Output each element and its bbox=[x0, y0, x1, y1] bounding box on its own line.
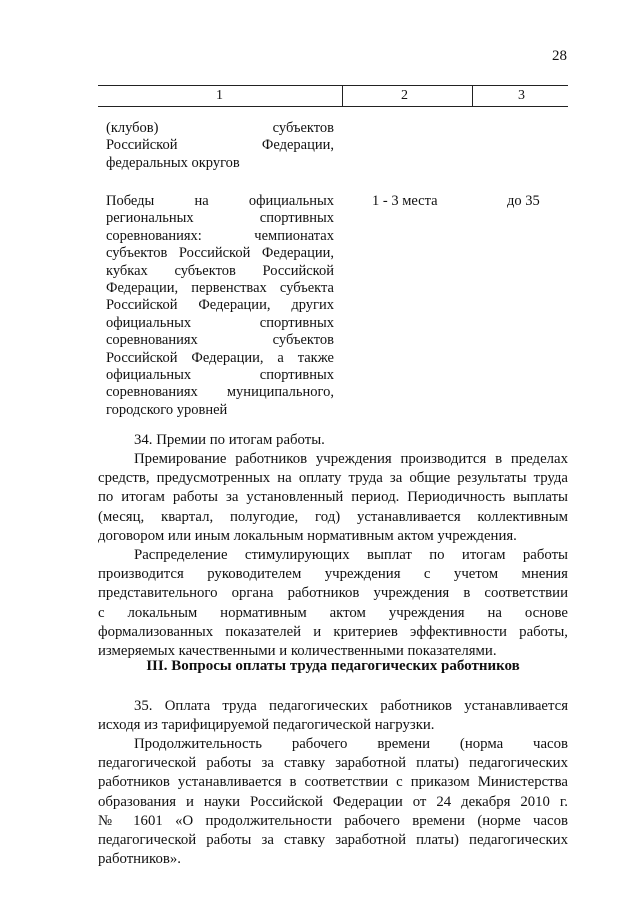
text-line: договором или иным локальным нормативным актом учреждения. bbox=[98, 527, 517, 544]
text-line: городского уровней bbox=[106, 401, 228, 418]
text-line: исходя из тарифицируемой педагогической нагрузки. bbox=[98, 717, 435, 734]
text-line: региональных спортивных bbox=[106, 210, 334, 227]
text-line: производится руководителем учреждения с учетом мнения bbox=[98, 566, 568, 583]
text-line: кубках субъектов Российской bbox=[106, 262, 334, 279]
text-line: измеряемых качественными и количественными показателями. bbox=[98, 643, 497, 660]
text-line: работников устанавливается в соответствии с приказом Министерства bbox=[98, 774, 568, 791]
table-divider bbox=[472, 86, 473, 106]
page-number: 28 bbox=[552, 48, 567, 64]
text-line: представительного органа работников учреждения в соответствии bbox=[98, 585, 568, 602]
text-line: Продолжительность рабочего времени (норма часов bbox=[134, 736, 568, 752]
table-place-cell: 1 - 3 места bbox=[372, 193, 438, 209]
text-line: работников». bbox=[98, 851, 181, 868]
table-continuation-text bbox=[106, 120, 334, 172]
section-3-title: III. Вопросы оплаты труда педагогических работников bbox=[146, 658, 520, 674]
text-line: педагогической работы за ставку заработной платы) педагогических bbox=[98, 755, 568, 772]
text-line: по итогам работы за установленный период. Периодичность выплаты bbox=[98, 489, 568, 506]
table-header-col-3: 3 bbox=[518, 88, 525, 103]
text-line: (месяц, квартал, полугодие, год) устанавливается коллективным bbox=[98, 508, 568, 525]
text-line: Федерации, первенствах субъекта bbox=[106, 280, 334, 297]
item-34-paragraph-2 bbox=[98, 546, 568, 661]
text-line: с локальным нормативным актом учреждения на основе bbox=[98, 604, 568, 621]
text-line: официальных спортивных bbox=[106, 314, 334, 331]
table-header-row bbox=[98, 85, 568, 107]
item-34-paragraph-1 bbox=[98, 450, 568, 546]
text-line: Победы на официальных bbox=[106, 193, 334, 209]
text-line: Российской Федерации, а также bbox=[106, 349, 334, 366]
working-time-paragraph bbox=[98, 735, 568, 869]
text-line: официальных спортивных bbox=[106, 367, 334, 384]
text-line: образования и науки Российской Федерации от 24 декабря 2010 г. bbox=[98, 793, 568, 810]
text-line: соревнованиях субъектов bbox=[106, 332, 334, 349]
text-line: (клубов) субъектов bbox=[106, 120, 334, 136]
table-criterion-cell bbox=[106, 193, 334, 419]
item-35-paragraph bbox=[98, 697, 568, 735]
text-line: соревнованиях: чемпионатах bbox=[106, 227, 334, 244]
text-line: № 1601 «О продолжительности рабочего времени (норме часов bbox=[98, 812, 568, 829]
text-line: формализованных показателей и критериев эффективности работы, bbox=[98, 623, 568, 640]
text-line: федеральных округов bbox=[106, 154, 240, 171]
table-amount-cell: до 35 bbox=[507, 193, 540, 209]
text-line: педагогической работы за ставку заработной платы) педагогических bbox=[98, 832, 568, 849]
text-line: 35. Оплата труда педагогических работников устанавливается bbox=[134, 698, 568, 714]
table-header-col-2: 2 bbox=[401, 88, 408, 103]
table-divider bbox=[342, 86, 343, 106]
item-34-heading bbox=[98, 431, 568, 450]
text-line: 34. Премии по итогам работы. bbox=[134, 432, 325, 448]
text-line: средств, предусмотренных на оплату труда за общие результаты труда bbox=[98, 470, 568, 487]
text-line: Российской Федерации, bbox=[106, 137, 334, 154]
text-line: соревнованиях муниципального, bbox=[106, 384, 334, 401]
table-header-col-1: 1 bbox=[216, 88, 223, 103]
text-line: Премирование работников учреждения производится в пределах bbox=[134, 451, 568, 467]
text-line: Распределение стимулирующих выплат по итогам работы bbox=[134, 547, 568, 563]
text-line: Российской Федерации, других bbox=[106, 297, 334, 314]
text-line: субъектов Российской Федерации, bbox=[106, 245, 334, 262]
